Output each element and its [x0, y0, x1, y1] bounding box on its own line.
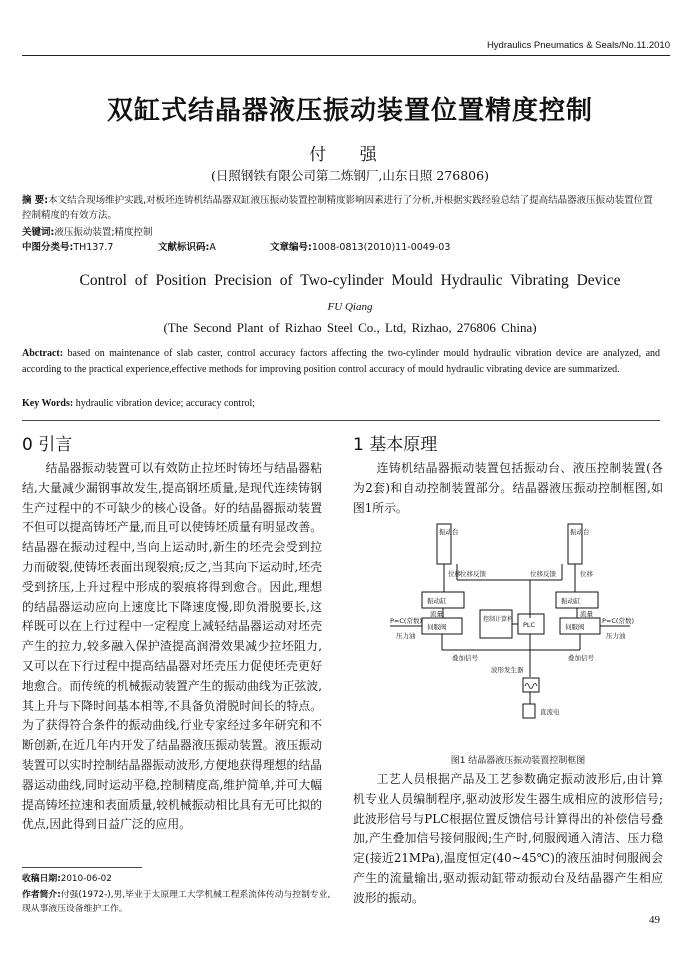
english-affiliation: (The Second Plant of Rizhao Steel Co., Ltd, Rizhao, 276806 China)	[163, 320, 537, 335]
journal-header: Hydraulics Pneumatics & Seals/No.11.2010	[486, 40, 670, 51]
footnote-rule	[22, 867, 142, 868]
section1-heading: 1 基本原理	[353, 435, 438, 455]
clc-number	[22, 240, 113, 255]
figure1-caption: 图1 结晶器液压振动装置控制框图	[450, 756, 586, 766]
label-cylinder-right: 振动缸	[561, 597, 581, 605]
keywords-zh	[22, 225, 153, 240]
affiliation: (日照钢铁有限公司第二炼钢厂,山东日照 276806)	[211, 168, 489, 183]
abstract-en	[22, 346, 660, 377]
footnote-received	[22, 872, 332, 886]
label-flow-right: 流量	[580, 610, 593, 618]
art-value: 1008-0813(2010)11-0049-03	[311, 242, 451, 253]
received-label: 收稿日期:	[22, 874, 61, 884]
bio-text: 付强(1972-),男,毕业于太原理工大学机械工程系流体传动与控制专业,现从事液压设备维护工作。	[22, 890, 331, 914]
label-oil-left: 压力油	[396, 632, 416, 640]
label-disp-left-b: 位移反馈	[460, 570, 486, 578]
doc-value: A	[209, 242, 216, 253]
section1-body: 工艺人员根据产品及工艺参数确定振动波形后,由计算机专业人员编制程序,驱动波形发生器生成相应的波形信号;此波形信号与PLC根据位置反馈信号计算得出的补偿信号叠加,产生叠加信号接伺服阀;生产时,伺服阀通入清洁、压力稳定(接近21MPa),温度恒定(40~45℃)的液压油时伺服阀会产生的流量输出,驱动振动缸带动振动台及结晶器产生相应波形的振动。	[353, 772, 663, 905]
label-pressure-right: P=C(常数)	[602, 617, 634, 625]
art-label: 文章编号:	[270, 242, 312, 253]
abstract-en-text: based on maintenance of slab caster, control accuracy factors affecting the two-cylinder mould hydraulic vibration device are analyzed, and according to the practical experience,effective methods for improving position control accuracy of mould hydraulic vibrating device are summarized.	[22, 348, 661, 375]
author: 付 强	[309, 145, 391, 165]
label-table-left: 振动台	[439, 528, 459, 536]
keywords-zh-label: 关键词:	[22, 227, 55, 238]
label-wavegen: 波形发生器	[491, 666, 524, 674]
label-valve-right: 伺服阀	[565, 623, 585, 631]
bio-label: 作者简介:	[22, 890, 61, 900]
label-computer: 控制计算机	[483, 616, 514, 623]
label-disp-left-a: 位移	[448, 570, 461, 578]
label-plc: PLC	[523, 621, 536, 629]
doc-label: 文献标识码:	[158, 242, 210, 253]
clc-value: TH137.7	[73, 242, 114, 253]
english-title: Control of Position Precision of Two-cylinder Mould Hydraulic Vibrating Device	[79, 272, 621, 289]
label-table-right: 振动台	[570, 528, 590, 536]
section-divider	[22, 420, 660, 421]
abstract-en-label: Abctract:	[22, 348, 64, 359]
english-author: FU Qiang	[327, 301, 373, 313]
footnote-bio	[22, 888, 332, 916]
label-sum-right: 叠加信号	[568, 654, 594, 662]
header-rule	[22, 55, 670, 56]
label-flow-left: 流量	[430, 610, 443, 618]
clc-label: 中图分类号:	[22, 242, 74, 253]
label-valve-left: 伺服阀	[427, 623, 447, 631]
section1-intro: 连铸机结晶器振动装置包括振动台、液压控制装置(各为2套)和自动控制装置部分。结晶器液压振动控制框图,如图1所示。	[353, 461, 663, 515]
received-date: 2010-06-02	[60, 874, 112, 884]
abstract-zh-label: 摘 要:	[22, 195, 49, 206]
label-sum-left: 叠加信号	[452, 654, 478, 662]
power-symbol-box	[523, 704, 535, 718]
label-disp-right-a: 位移反馈	[530, 570, 556, 578]
abstract-zh-text: 本文结合现场维护实践,对板坯连铸机结晶器双缸液压振动装置控制精度影响因素进行了分析,并根据实践经验总结了提高结晶器液压振动装置位置控制精度的有效方法。	[22, 195, 653, 221]
computer-box	[480, 610, 512, 638]
section0-heading: 0 引言	[22, 435, 73, 455]
label-pressure-left: P=C(常数)	[390, 617, 422, 625]
label-oil-right: 压力油	[606, 632, 626, 640]
label-cylinder-left: 振动缸	[427, 597, 447, 605]
section0-body: 结晶器振动装置可以有效防止拉坯时铸坯与结晶器粘结,大量减少漏钢事故发生,提高钢坯质量,是现代连续铸钢生产过程中的不可缺少的核心设备。好的结晶器振动装置不但可以提高铸坯产量,而且可以使铸坯质量有明显改善。结晶器在振动过程中,当向上运动时,新生的坯壳会受到拉力而破裂,使铸坯表面出现裂痕;反之,当其向下运动时,坯壳受到挤压,上升过程中形成的裂痕将得到愈合。因此,理想的结晶器运动应向上速度比下降速度慢,即负滑脱要长,这样既可以在上行过程中一定程度上减轻结晶器运动对坯壳产生的拉力,较多融入保护渣提高润滑效果减少拉坯阻力,又可以在下行过程中提高结晶器对坯壳压力促使坯壳更好地愈合。而传统的机械振动装置产生的振动曲线为正弦波,其上升与下降时间基本相等,不具备负滑脱时间长的特点。为了获得符合条件的振动曲线,行业专家经过多年研究和不断创新,在近几年内开发了结晶器液压振动装置。液压振动装置可以实时控制结晶器振动波形,方便地获得理想的结晶器运动曲线,同时运动平稳,控制精度高,维护简单,并可大幅提高铸坯拉速和表面质量,较机械振动相比具有无可比拟的优点,因此得到日益广泛的应用。	[22, 461, 322, 832]
article-number	[270, 240, 450, 255]
doc-code	[158, 240, 216, 255]
label-disp-right-b: 位移	[580, 570, 593, 578]
keywords-en	[22, 398, 255, 409]
wave-symbol	[525, 684, 537, 689]
keywords-en-text: hydraulic vibration device; accuracy control;	[75, 398, 256, 409]
page-number: 49	[649, 914, 660, 926]
abstract-zh	[22, 193, 660, 223]
paper-title: 双缸式结晶器液压振动装置位置精度控制	[106, 96, 593, 126]
figure1-block-diagram	[390, 522, 682, 727]
keywords-zh-text: 液压振动装置;精度控制	[54, 227, 153, 238]
keywords-en-label: Key Words:	[22, 398, 74, 409]
label-power: 直流电	[540, 708, 560, 716]
